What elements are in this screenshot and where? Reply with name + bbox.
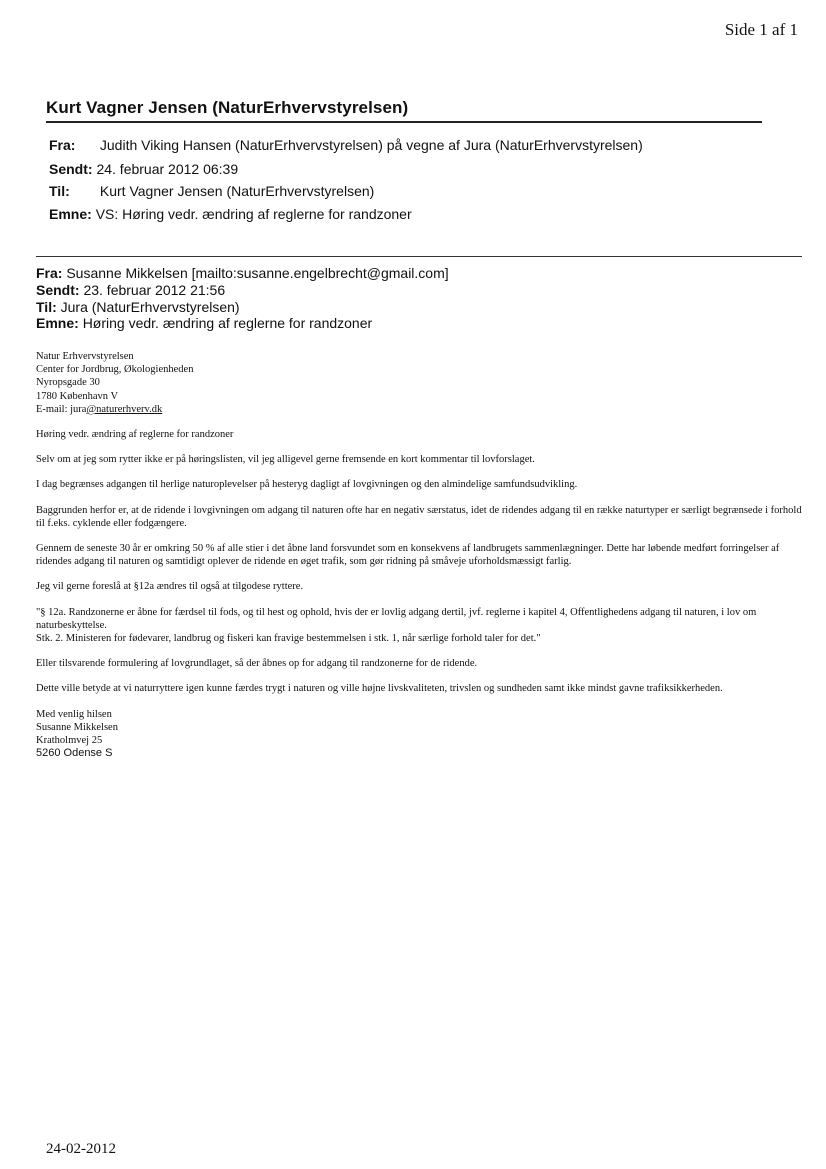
law-proposal-paragraph: "§ 12a. Randzonerne er åbne for færdsel til fods, og til hest og ophold, hvis der er lovlig adgang dertil, jvf. reglerne i kapitel 4, Offentlighedens adgang til naturen, i lov om naturbeskyttelse. [36,606,757,631]
body-paragraph: I dag begrænses adgangen til herlige naturoplevelser på hesteryg dagligt af lovgivningen og den almindelige samfundsudvikling. [36,479,578,491]
law-proposal-quote [36,606,806,646]
forwarded-from-value: Susanne Mikkelsen [mailto:susanne.engelbrecht@gmail.com] [66,265,449,281]
address-line: Nyropsgade 30 [36,377,100,389]
signature [36,708,806,761]
email-link[interactable]: @naturerhverv.dk [86,403,163,415]
forwarded-subject-label: Emne: [36,315,79,331]
signature-line: 5260 Odense S [36,747,113,760]
address-line: 1780 København V [36,390,119,402]
header-from [49,137,643,153]
to-value: Kurt Vagner Jensen (NaturErhvervstyrelsen) [99,183,375,199]
signature-line: Susanne Mikkelsen [36,721,118,733]
sent-value: 24. februar 2012 06:39 [96,161,239,177]
forwarded-to [36,299,240,315]
forwarded-to-label: Til: [36,299,57,315]
body-paragraph: Gennem de seneste 30 år er omkring 50 % af alle stier i det åbne land forsvundet som en konsekvens af landbrugets sammenlægninger. Dette har løbende medført forringelser af ridendes adgang til naturen og samtidigt oplever de ridende en øget trafik, som gør ridning på småveje uforholdsmæssigt farlig. [36,543,780,568]
forwarded-sent-label: Sendt: [36,282,80,298]
to-label: Til: [49,183,70,199]
header-subject [49,206,412,222]
header-sent [49,161,238,177]
header-divider [46,121,762,123]
email-body [36,350,806,772]
law-proposal-stk2: Stk. 2. Ministeren for fødevarer, landbrug og fiskeri kan fravige bestemmelsen i stk. 1, når særlige forhold taler for det." [36,633,541,645]
header-to [49,183,374,199]
forwarded-subject-value: Høring vedr. ændring af reglerne for randzoner [82,315,373,331]
body-paragraph: Baggrunden herfor er, at de ridende i lovgivningen om adgang til naturen ofte har en negativ særstatus, idet de ridendes adgang til en række naturtyper er særligt begrænsede i forhold til f.eks. cyklende eller fodgængere. [36,504,802,529]
body-paragraph: Eller tilsvarende formulering af lovgrundlaget, så der åbnes op for adgang til randzonerne for de ridende. [36,658,478,670]
body-paragraph: Jeg vil gerne foreslå at §12a ændres til også at tilgodese ryttere. [36,581,304,593]
email-prefix: E-mail: jura [36,403,87,415]
sent-label: Sendt: [49,161,93,177]
signature-line: Med venlig hilsen [36,708,112,720]
address-line: Natur Erhvervstyrelsen [36,351,134,362]
page-number: Side 1 af 1 [724,20,798,39]
from-value: Judith Viking Hansen (NaturErhvervstyrelsen) på vegne af Jura (NaturErhvervstyrelsen) [99,137,643,153]
from-label: Fra: [49,137,76,153]
body-paragraph: Dette ville betyde at vi naturryttere igen kunne færdes trygt i naturen og ville højne livskvaliteten, trivslen og sundheden samt ikke mindst gavne trafiksikkerheden. [36,683,723,695]
recipient-address [36,350,806,416]
subject-value: VS: Høring vedr. ændring af reglerne for randzoner [95,206,412,222]
forward-divider [36,256,802,257]
footer-date: 24-02-2012 [46,1141,116,1157]
mailbox-owner-name: Kurt Vagner Jensen (NaturErhvervstyrelsen) [46,98,409,117]
forwarded-subject [36,315,372,331]
address-email [36,403,806,416]
forwarded-sent-value: 23. februar 2012 21:56 [83,282,226,298]
forwarded-from [36,265,449,281]
signature-line: Kratholmvej 25 [36,735,103,747]
body-paragraph: Selv om at jeg som rytter ikke er på høringslisten, vil jeg alligevel gerne fremsende en kort kommentar til lovforslaget. [36,454,535,466]
forwarded-sent [36,282,225,298]
forwarded-from-label: Fra: [36,265,63,281]
subject-label: Emne: [49,206,92,222]
forwarded-to-value: Jura (NaturErhvervstyrelsen) [60,299,240,315]
body-paragraph: Høring vedr. ændring af reglerne for randzoner [36,429,234,441]
address-line: Center for Jordbrug, Økologienheden [36,364,194,376]
